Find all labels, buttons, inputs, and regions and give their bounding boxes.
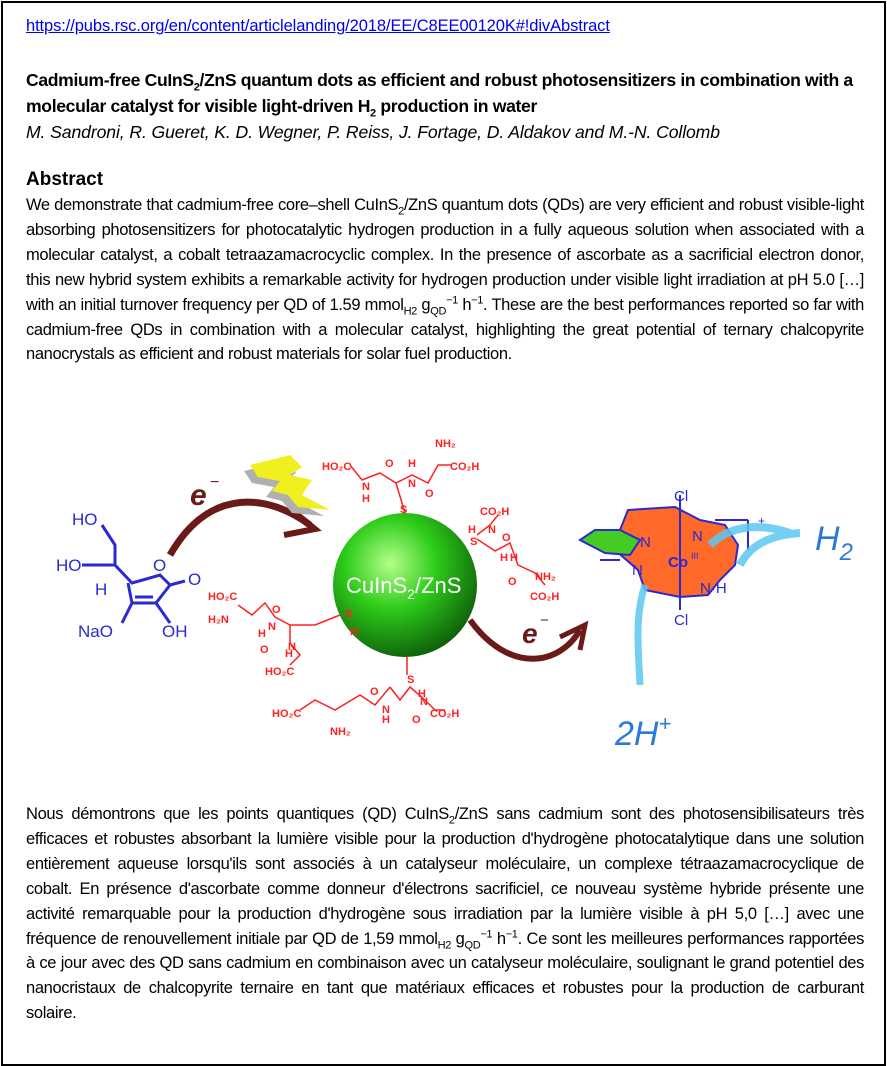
svg-text:CO₂H: CO₂H xyxy=(450,461,480,473)
svg-text:O: O xyxy=(272,604,281,616)
article-title: Cadmium-free CuInS$_2$/ZnS quantum dots as efficient and robust photosensitizers in combination with a molecular catalyst for visible light-driven $H_2$ production in water xyxy=(26,70,853,120)
svg-text:HO: HO xyxy=(72,510,98,529)
svg-text:H: H xyxy=(418,688,426,700)
svg-text:Cl: Cl xyxy=(674,612,689,629)
svg-text:N: N xyxy=(408,478,416,490)
svg-text:N·H: N·H xyxy=(700,580,727,597)
svg-text:H₂N: H₂N xyxy=(208,614,229,626)
light-bolt-icon xyxy=(244,455,330,516)
svg-text:S: S xyxy=(400,504,408,516)
svg-text:N: N xyxy=(288,641,296,653)
svg-text:HO: HO xyxy=(56,556,82,575)
svg-text:NaO: NaO xyxy=(78,622,113,641)
reaction-scheme-diagram xyxy=(40,425,860,785)
abstract-heading: Abstract xyxy=(26,169,104,190)
svg-text:N: N xyxy=(488,524,496,536)
author-list: M. Sandroni, R. Gueret, K. D. Wegner, P. Reiss, J. Fortage, D. Aldakov and M.-N. Collomb xyxy=(26,122,720,142)
svg-text:NH₂: NH₂ xyxy=(435,438,456,450)
electron-label-2: e xyxy=(522,618,538,649)
electron-label-1: e xyxy=(190,479,207,512)
svg-text:+: + xyxy=(758,514,766,528)
svg-text:N: N xyxy=(632,562,643,579)
svg-text:N: N xyxy=(420,696,428,708)
svg-text:HO₂C: HO₂C xyxy=(208,591,238,603)
svg-text:O: O xyxy=(412,714,421,726)
svg-text:H: H xyxy=(95,580,108,599)
svg-text:CO₂H: CO₂H xyxy=(430,708,460,720)
svg-text:S: S xyxy=(345,608,353,620)
svg-text:H: H xyxy=(408,458,416,470)
svg-text:H: H xyxy=(468,524,476,536)
svg-text:O: O xyxy=(385,458,394,470)
article-url-link[interactable]: https://pubs.rsc.org/en/content/articlelanding/2018/EE/C8EE00120K#!divAbstract xyxy=(26,17,610,35)
svg-text:CO₂H: CO₂H xyxy=(480,506,510,518)
svg-text:N: N xyxy=(268,621,276,633)
svg-text:OH: OH xyxy=(162,622,188,641)
svg-text:O: O xyxy=(425,488,434,500)
ascorbate-structure xyxy=(82,525,185,623)
svg-text:NH₂: NH₂ xyxy=(330,726,351,738)
svg-text:N: N xyxy=(362,481,370,493)
proton-flow-arrow xyxy=(638,585,645,685)
svg-text:N: N xyxy=(640,534,651,551)
svg-text:H: H xyxy=(382,714,390,726)
svg-text:Co: Co xyxy=(668,554,688,571)
svg-text:HO₂C: HO₂C xyxy=(272,708,302,720)
svg-text:O: O xyxy=(370,686,379,698)
svg-text:H: H xyxy=(500,552,508,564)
svg-text:H: H xyxy=(350,626,358,638)
svg-text:N: N xyxy=(692,528,703,545)
svg-text:O: O xyxy=(260,644,269,656)
svg-text:HO₂C: HO₂C xyxy=(322,461,352,473)
svg-text:O: O xyxy=(188,570,202,589)
svg-text:S: S xyxy=(470,536,478,548)
qd-label: CuInS$_2$/ZnS xyxy=(346,573,462,602)
svg-text:O: O xyxy=(153,556,167,575)
protons-label: 2H+ xyxy=(615,711,672,753)
svg-text:H: H xyxy=(285,648,293,660)
svg-text:−: − xyxy=(540,612,549,629)
svg-text:S: S xyxy=(407,674,415,686)
svg-text:NH₂: NH₂ xyxy=(535,571,556,583)
svg-text:III: III xyxy=(691,551,699,561)
graphical-abstract xyxy=(40,425,860,785)
svg-text:CO₂H: CO₂H xyxy=(530,591,560,603)
svg-text:O: O xyxy=(502,532,511,544)
svg-text:HO₂C: HO₂C xyxy=(265,666,295,678)
svg-text:H: H xyxy=(510,552,518,564)
svg-text:N: N xyxy=(382,704,390,716)
abstract-french: Nous démontrons que les points quantiques (QD) CuInS$_2$/ZnS sans cadmium sont des photosensibilisateurs très efficaces et robustes absorbant la lumière visible pour la production d'hydrogène photocatalytique dans une solution entièrement aqueuse lorsqu'ils sont associés à un catalyseur moléculaire, un complexe tétraazamacrocyclique de cobalt. En présence d'ascorbate comme donneur d'électrons sacrificiel, ce nouveau système hybride présente une activité remarquable pour la production d'hydrogène sous irradiation par la lumière visible à pH 5,0 […] avec une fréquence de renouvellement initiale par QD de 1,59 mmol$_{H2}$ $g_{QD}^{-1}$ $h^{-1}$. Ce sont les meilleures performances rapportées à ce jour avec des QD sans cadmium en combinaison avec un catalyseur moléculaire, soulignant le grand potentiel des nanocristaux de chalcopyrite ternaire en tant que matériaux efficaces et robustes pour la production de carburant solaire. xyxy=(26,805,865,1023)
svg-text:Cl: Cl xyxy=(674,488,689,505)
svg-text:H: H xyxy=(362,493,370,505)
h2-product-label: $H_2$ xyxy=(815,520,853,566)
abstract-english: We demonstrate that cadmium-free core–shell CuInS$_2$/ZnS quantum dots (QDs) are very efficient and robust visible-light absorbing photosensitizers for photocatalytic hydrogen production in a fully aqueous solution when associated with a molecular catalyst, a cobalt tetraazamacrocyclic complex. In the presence of ascorbate as a sacrificial electron donor, this new hybrid system exhibits a remarkable activity for hydrogen production under visible light irradiation at pH 5.0 […] with an initial turnover frequency per QD of 1.59 mmol$_{H2}$ $g_{QD}^{-1}$ $h^{-1}$. These are the best performances reported so far with cadmium-free QDs in combination with a molecular catalyst, highlighting the great potential of ternary chalcopyrite nanocrystals as efficient and robust materials for solar fuel production. xyxy=(26,196,864,364)
svg-text:−: − xyxy=(210,474,220,491)
svg-text:H: H xyxy=(258,628,266,640)
svg-text:O: O xyxy=(508,576,517,588)
